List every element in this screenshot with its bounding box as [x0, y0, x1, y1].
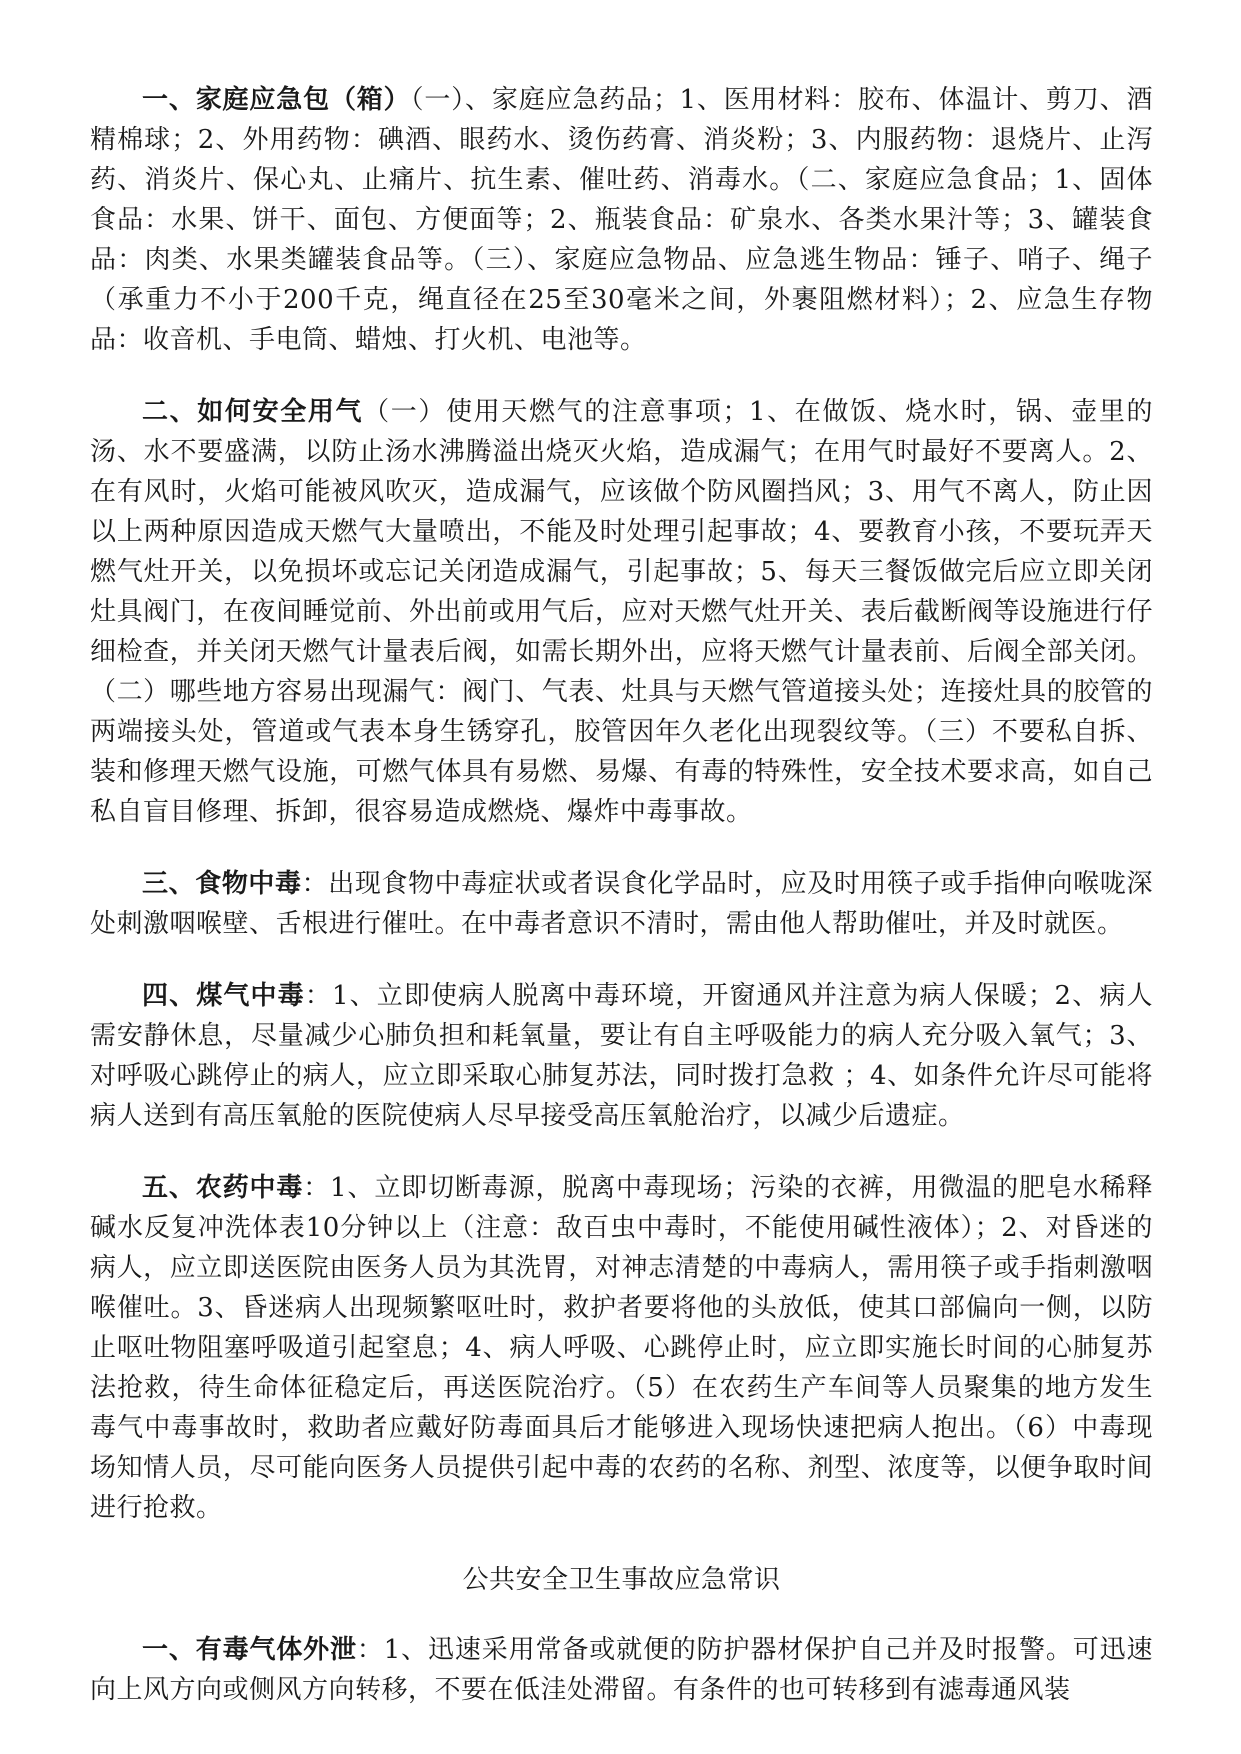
- paragraph-heading: 一、家庭应急包（箱）: [142, 85, 411, 115]
- paragraph-body: ：出现食物中毒症状或者误食化学品时，应及时用筷子或手指伸向喉咙深处刺激咽喉壁、舌根进行催吐。在中毒者意识不清时，需由他人帮助催吐，并及时就医。: [90, 869, 1153, 939]
- paragraph-gas-poisoning: [90, 976, 1153, 1136]
- paragraph-pesticide-poisoning: [90, 1168, 1153, 1528]
- paragraph-toxic-gas-leak: [90, 1630, 1153, 1710]
- paragraph-heading: 一、有毒气体外泄: [142, 1635, 357, 1665]
- paragraph-food-poisoning: [90, 864, 1153, 944]
- paragraph-body: （一）、家庭应急药品；1、医用材料：胶布、体温计、剪刀、酒精棉球；2、外用药物：碘酒、眼药水、烫伤药膏、消炎粉；3、内服药物：退烧片、止泻药、消炎片、保心丸、止痛片、抗生素、催吐药、消毒水。（二、家庭应急食品；1、固体食品：水果、饼干、面包、方便面等；2、瓶装食品：矿泉水、各类水果汁等；3、罐装食品：肉类、水果类罐装食品等。（三）、家庭应急物品、应急逃生物品：锤子、哨子、绳子（承重力不小于200千克，绳直径在25至30毫米之间，外裹阻燃材料）；2、应急生存物品：收音机、手电筒、蜡烛、打火机、电池等。: [90, 85, 1153, 355]
- paragraph-heading: 五、农药中毒: [142, 1173, 304, 1203]
- paragraph-body: ：1、迅速采用常备或就便的防护器材保护自己并及时报警。可迅速向上风方向或侧风方向转移，不要在低洼处滞留。有条件的也可转移到有滤毒通风装: [90, 1635, 1153, 1705]
- paragraph-heading: 三、食物中毒: [142, 869, 302, 899]
- paragraph-body: （一）使用天燃气的注意事项；1、在做饭、烧水时，锅、壶里的汤、水不要盛满，以防止汤水沸腾溢出烧灭火焰，造成漏气；在用气时最好不要离人。2、在有风时，火焰可能被风吹灭，造成漏气，应该做个防风圈挡风；3、用气不离人，防止因以上两种原因造成天燃气大量喷出，不能及时处理引起事故；4、要教育小孩，不要玩弄天燃气灶开关，以免损坏或忘记关闭造成漏气，引起事故；5、每天三餐饭做完后应立即关闭灶具阀门，在夜间睡觉前、外出前或用气后，应对天燃气灶开关、表后截断阀等设施进行仔细检查，并关闭天燃气计量表后阀，如需长期外出，应将天燃气计量表前、后阀全部关闭。（二）哪些地方容易出现漏气：阀门、气表、灶具与天燃气管道接头处；连接灶具的胶管的两端接头处，管道或气表本身生锈穿孔，胶管因年久老化出现裂纹等。（三）不要私自拆、装和修理天燃气设施，可燃气体具有易燃、易爆、有毒的特殊性，安全技术要求高，如自己私自盲目修理、拆卸，很容易造成燃烧、爆炸中毒事故。: [90, 397, 1153, 827]
- paragraph-heading: 四、煤气中毒: [142, 981, 305, 1011]
- paragraph-family-emergency-kit: [90, 80, 1153, 360]
- section-title: 公共安全卫生事故应急常识: [462, 1565, 781, 1595]
- paragraph-gas-safety: [90, 392, 1153, 832]
- paragraph-heading: 二、如何安全用气: [142, 397, 364, 427]
- paragraph-body: ：1、立即切断毒源，脱离中毒现场；污染的衣裤，用微温的肥皂水稀释碱水反复冲洗体表10分钟以上（注意：敌百虫中毒时，不能使用碱性液体）；2、对昏迷的病人，应立即送医院由医务人员为其洗胃，对神志清楚的中毒病人，需用筷子或手指刺激咽喉催吐。3、昏迷病人出现频繁呕吐时，救护者要将他的头放低，使其口部偏向一侧，以防止呕吐物阻塞呼吸道引起窒息；4、病人呼吸、心跳停止时，应立即实施长时间的心肺复苏法抢救，待生命体征稳定后，再送医院治疗。（5）在农药生产车间等人员聚集的地方发生毒气中毒事故时，救助者应戴好防毒面具后才能够进入现场快速把病人抱出。（6）中毒现场知情人员，尽可能向医务人员提供引起中毒的农药的名称、剂型、浓度等，以便争取时间进行抢救。: [90, 1173, 1153, 1523]
- paragraph-body: ：1、立即使病人脱离中毒环境，开窗通风并注意为病人保暖；2、病人需安静休息，尽量减少心肺负担和耗氧量，要让有自主呼吸能力的病人充分吸入氧气；3、对呼吸心跳停止的病人，应立即采取心肺复苏法，同时拨打急救 ；4、如条件允许尽可能将病人送到有高压氧舱的医院使病人尽早接受高压氧舱治疗，以减少后遗症。: [90, 981, 1153, 1131]
